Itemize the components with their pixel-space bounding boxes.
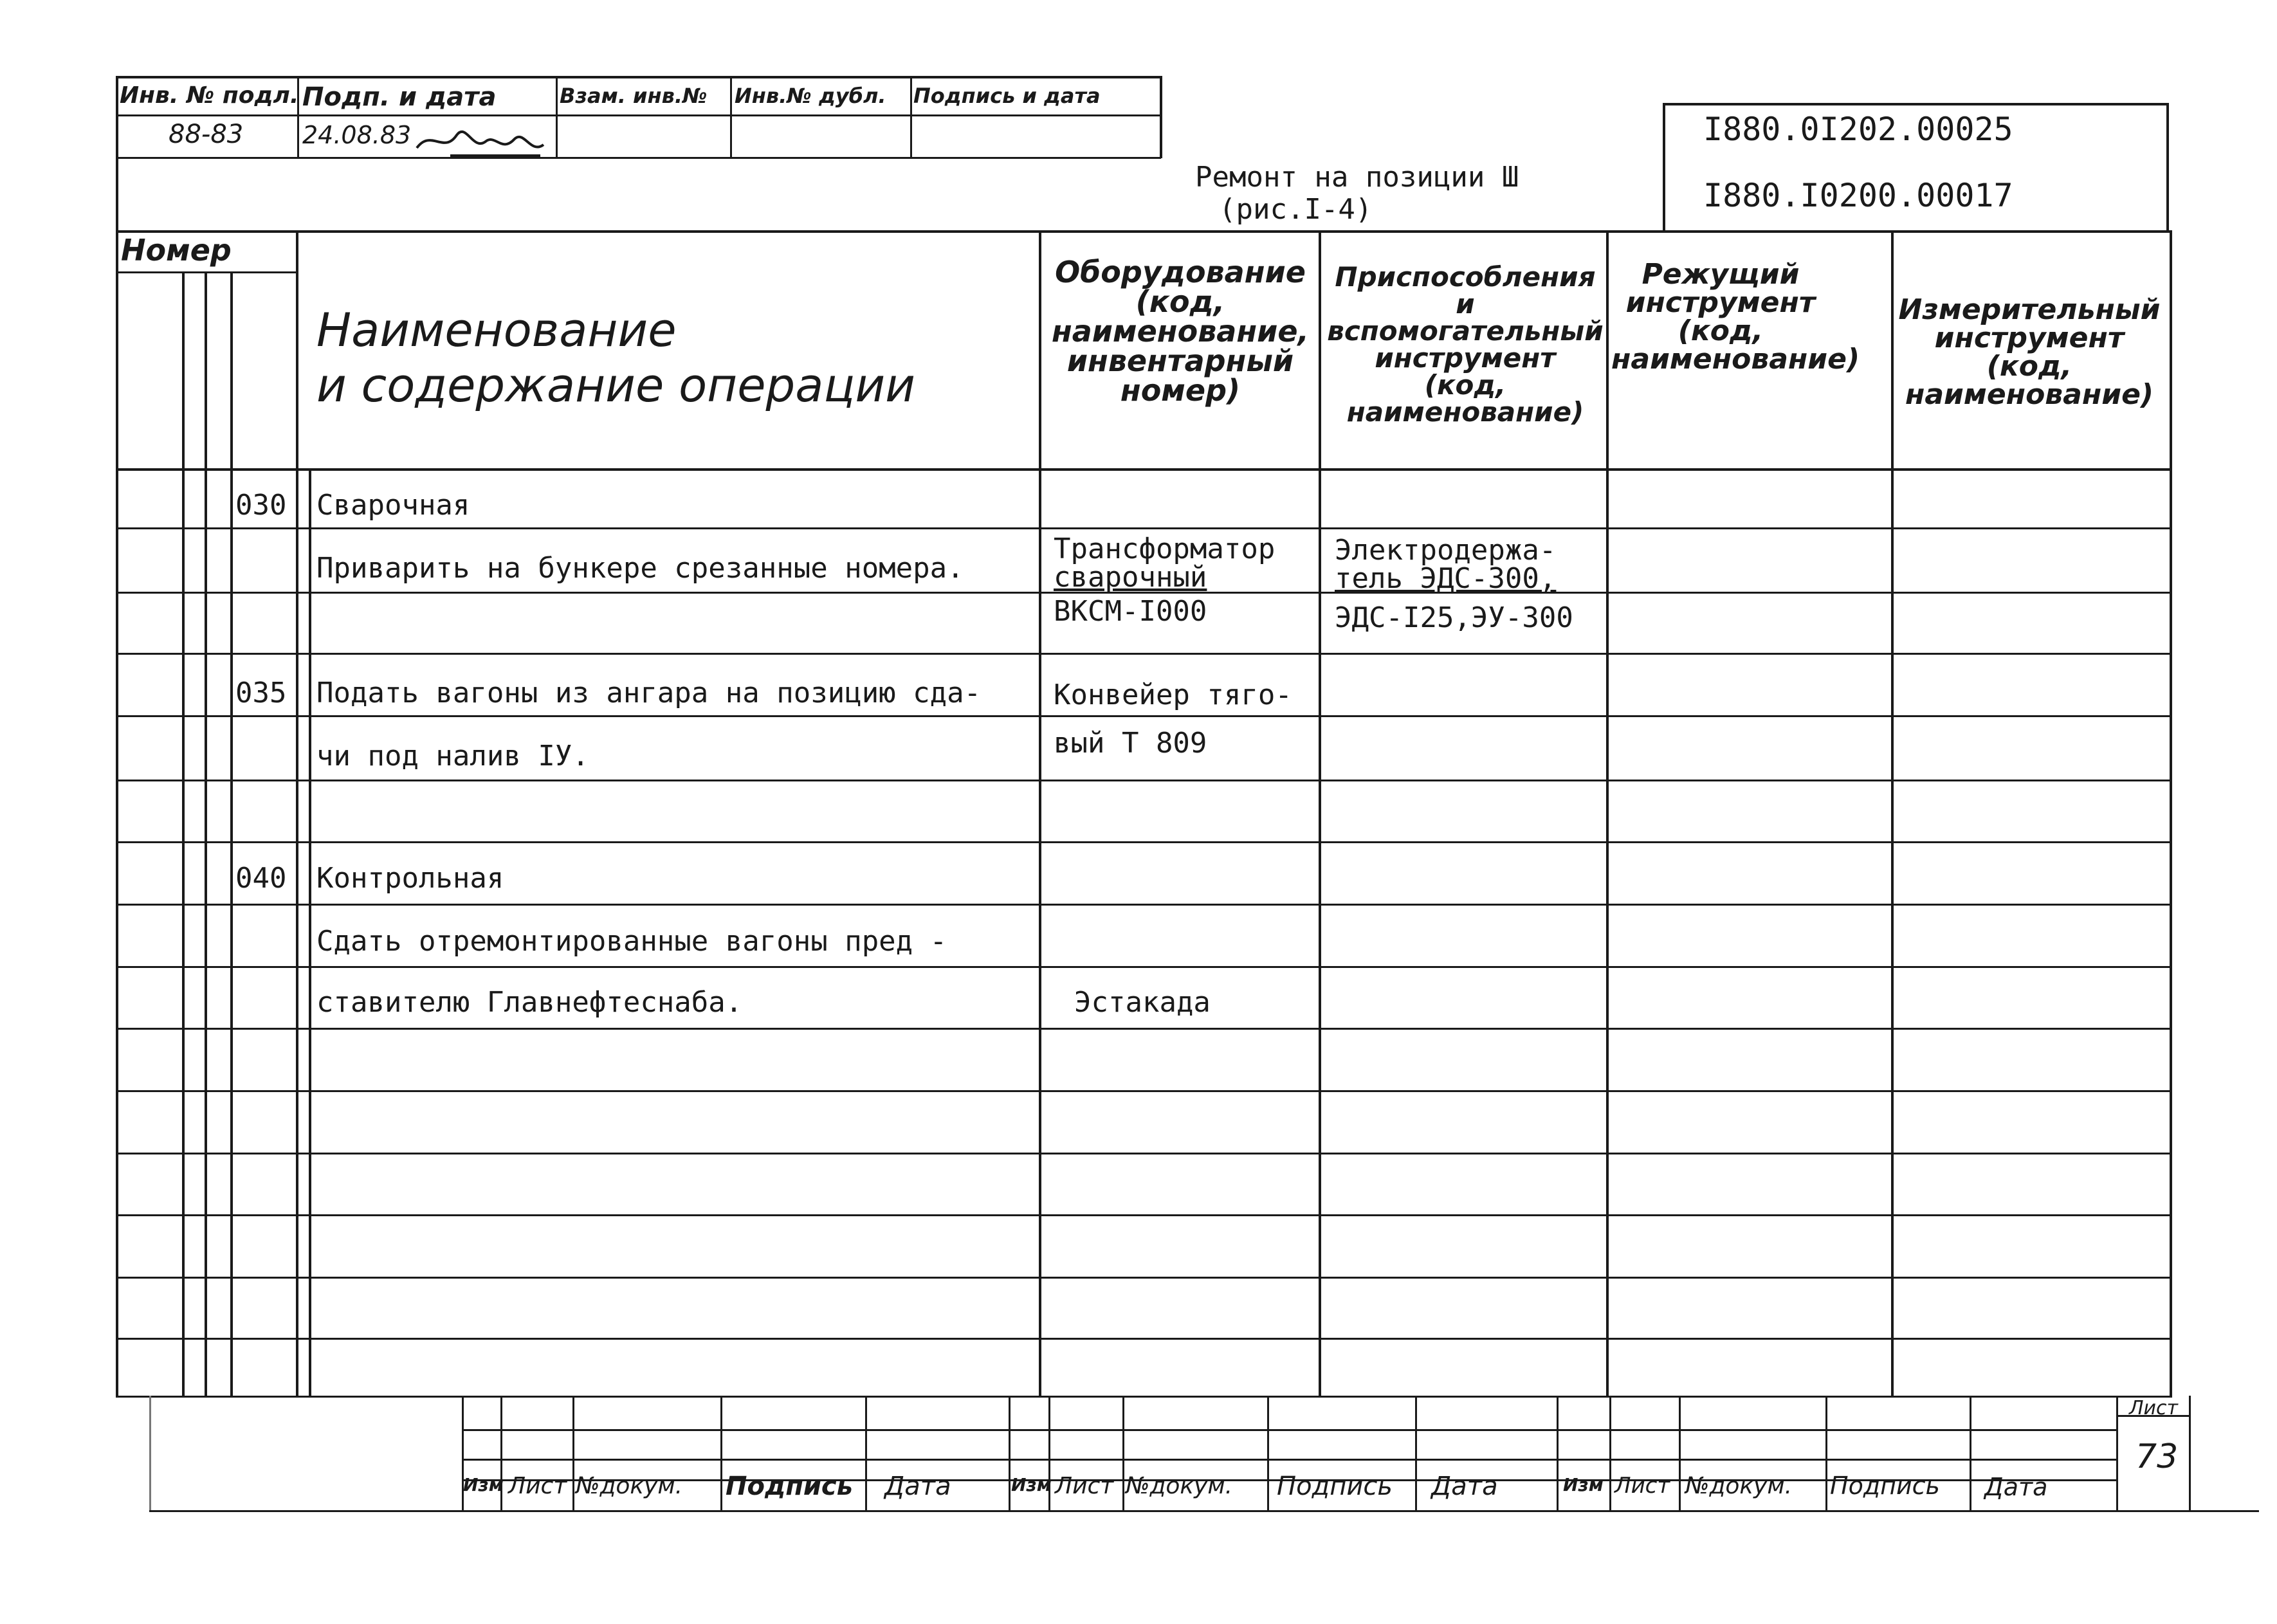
row-equipment: вый Т 809 <box>1054 727 1207 760</box>
footer-label-doc: №докум. <box>576 1473 683 1499</box>
header-name: Наименование и содержание операции <box>316 303 915 413</box>
row-equipment: Конвейер тяго- <box>1054 679 1292 711</box>
header-cutting-tool: Режущий инструмент (код, наименование) <box>1611 258 1860 376</box>
row-equipment-line2: сварочный <box>1054 561 1207 594</box>
footer-label-sign: Подпись <box>726 1472 853 1501</box>
footer-label-doc: №докум. <box>1685 1473 1793 1499</box>
operation-subtitle: Ремонт на позиции Ш <box>1195 161 1519 194</box>
row-equipment: Трансформатор <box>1054 533 1276 565</box>
row-operation-text: Подать вагоны из ангара на позицию сда- <box>316 677 982 709</box>
row-operation-text: Приварить на бункере срезанные номера. <box>316 552 964 585</box>
footer-label-izm: Изм <box>463 1474 504 1495</box>
header-number: Номер <box>121 233 232 268</box>
operation-figure-ref: (рис.I-4) <box>1219 193 1373 226</box>
stamp-label-sign: Подп. и дата <box>302 82 497 112</box>
doc-code-secondary: I880.I0200.00017 <box>1703 177 2013 214</box>
stamp-value-inv: 88-83 <box>169 120 244 149</box>
row-fixtures-line2: тель ЭДС-300, <box>1335 562 1557 595</box>
stamp-label-sign-date: Подпись и дата <box>913 84 1101 108</box>
doc-code-primary: I880.0I202.00025 <box>1703 111 2013 148</box>
row-number: 035 <box>235 677 287 709</box>
footer-label-sign: Подпись <box>1830 1472 1940 1500</box>
stamp-label-dup: Инв.№ дубл. <box>735 84 886 108</box>
stamp-label-replace: Взам. инв.№ <box>560 84 708 108</box>
footer-label-izm: Изм <box>1563 1474 1604 1495</box>
row-operation-text: ставителю Главнефтеснаба. <box>316 986 743 1019</box>
header-measuring-tool: Измерительный инструмент (код, наименование) <box>1898 293 2161 411</box>
row-number: 030 <box>235 489 287 522</box>
footer-label-date: Дата <box>884 1472 951 1501</box>
stamp-label-inv: Инв. № подл. <box>120 82 299 109</box>
footer-label-list: Лист <box>508 1473 567 1499</box>
row-fixtures: Электродержа- <box>1335 534 1557 567</box>
row-operation-text: Контрольная <box>316 862 504 895</box>
signature-image <box>412 116 560 167</box>
footer-label-date: Дата <box>1431 1472 1498 1501</box>
footer-label-list: Лист <box>1055 1473 1114 1499</box>
stamp-value-date: 24.08.83 <box>302 121 412 149</box>
footer-label-sign: Подпись <box>1277 1472 1393 1501</box>
footer-label-izm: Изм <box>1011 1474 1052 1495</box>
footer-label-date: Дата <box>1984 1473 2048 1501</box>
row-operation-text: Сдать отремонтированные вагоны пред - <box>316 925 947 958</box>
header-equipment: Оборудование (код, наименование, инвентарный номер) <box>1051 255 1310 408</box>
row-equipment: ВКСМ-I000 <box>1054 595 1207 628</box>
sheet-number: 73 <box>2135 1437 2179 1476</box>
row-fixtures: ЭДС-I25,ЭУ-300 <box>1335 601 1573 634</box>
row-number: 040 <box>235 862 287 895</box>
footer-label-list: Лист <box>1614 1473 1670 1499</box>
header-fixtures: Приспособления и вспомогательный инструмент (код, наименование) <box>1327 261 1604 428</box>
row-operation-text: чи под налив IУ. <box>316 740 589 772</box>
footer-label-doc: №докум. <box>1126 1473 1233 1499</box>
row-equipment: Эстакада <box>1074 986 1211 1019</box>
sheet-label: Лист <box>2129 1397 2179 1419</box>
row-operation-text: Сварочная <box>316 489 470 522</box>
